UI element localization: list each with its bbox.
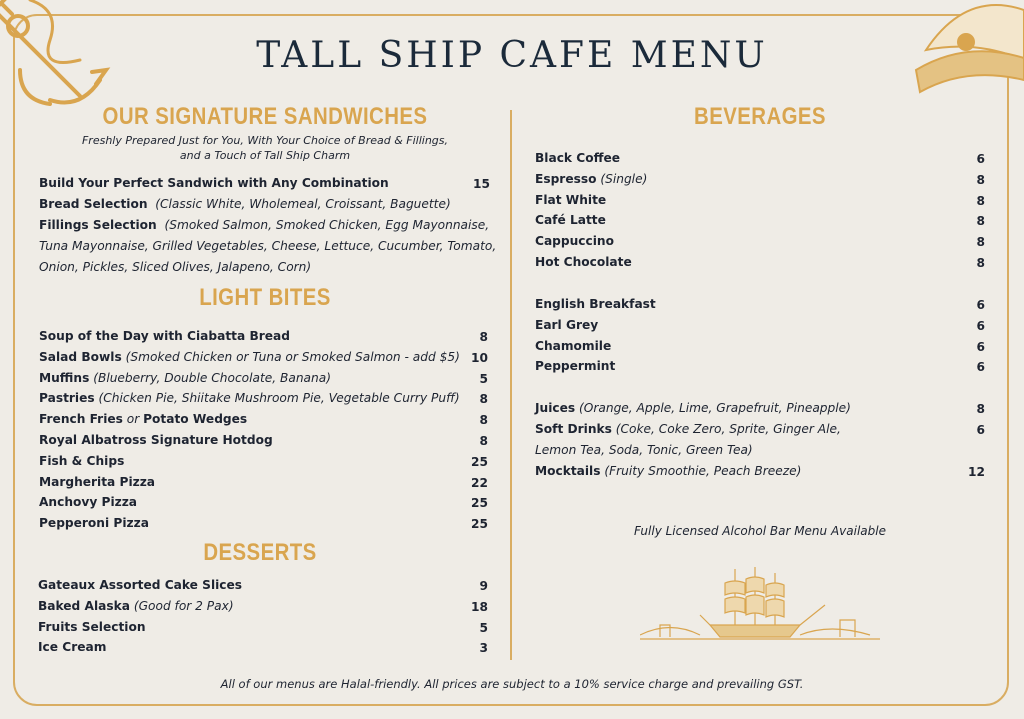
menu-item xyxy=(535,190,606,211)
item-name: Chamomile xyxy=(535,338,612,353)
item-name: Margherita Pizza xyxy=(39,474,156,489)
item-name: Flat White xyxy=(535,192,607,207)
menu-item xyxy=(39,451,124,472)
item-name: Fillings Selection xyxy=(39,218,157,232)
item-price: 15 xyxy=(473,177,490,191)
menu-item xyxy=(38,637,106,658)
item-price: 18 xyxy=(471,599,488,614)
menu-item xyxy=(39,347,460,368)
item-name: Cappuccino xyxy=(535,234,614,249)
desserts-heading: DESSERTS xyxy=(203,539,317,566)
sandwich-item xyxy=(39,173,389,194)
beverages-heading: BEVERAGES xyxy=(694,103,826,130)
item-price: 6 xyxy=(976,339,985,354)
menu-item xyxy=(535,148,620,169)
item-name: Soft Drinks xyxy=(535,422,612,436)
menu-item xyxy=(535,210,606,231)
menu-item xyxy=(39,513,149,534)
menu-item xyxy=(535,461,801,482)
menu-title: TALL SHIP CAFE MENU xyxy=(256,35,768,76)
item-price: 12 xyxy=(968,465,985,479)
sandwiches-subtitle-1: Freshly Prepared Just for You, With Your Choice of Bread & Fillings, xyxy=(81,134,449,147)
item-name: Espresso xyxy=(535,171,597,186)
item-price: 25 xyxy=(471,517,488,532)
item-name: Gateaux Assorted Cake Slices xyxy=(38,578,243,592)
item-price: 5 xyxy=(479,620,488,635)
item-name: Juices xyxy=(535,401,576,415)
item-price: 25 xyxy=(471,496,488,511)
item-note: (Single) xyxy=(600,171,648,186)
menu-item xyxy=(38,575,242,596)
menu-item xyxy=(535,419,841,440)
item-note: (Smoked Salmon, Smoked Chicken, Egg Mayonnaise, xyxy=(164,218,490,232)
menu-item xyxy=(535,169,647,190)
item-name: English Breakfast xyxy=(535,297,656,311)
fillings-note-line: Tuna Mayonnaise, Grilled Vegetables, Cheese, Lettuce, Cucumber, Tomato, xyxy=(39,239,497,253)
menu-item xyxy=(535,315,598,336)
item-price: 8 xyxy=(479,330,488,344)
item-price: 8 xyxy=(479,434,488,448)
item-name: Soup of the Day with Ciabatta Bread xyxy=(39,329,290,343)
item-note: (Good for 2 Pax) xyxy=(133,598,234,613)
item-name: Pepperoni Pizza xyxy=(39,516,149,531)
menu-item xyxy=(535,252,632,273)
item-price: 5 xyxy=(479,371,488,386)
item-name: Black Coffee xyxy=(535,151,620,165)
bread-selection xyxy=(39,194,451,215)
item-price: 10 xyxy=(471,350,488,365)
item-price: 6 xyxy=(976,360,985,375)
item-price: 6 xyxy=(976,152,985,166)
item-name: Bread Selection xyxy=(39,197,148,211)
item-price: 8 xyxy=(976,256,985,270)
item-name: Baked Alaska xyxy=(38,598,130,613)
item-name: Hot Chocolate xyxy=(535,255,632,269)
item-name: Peppermint xyxy=(535,359,616,374)
soft-drinks-note-line: Lemon Tea, Soda, Tonic, Green Tea) xyxy=(535,443,753,457)
footer-note: All of our menus are Halal-friendly. All prices are subject to a 10% service charge and prevailing GST. xyxy=(220,677,804,691)
item-price: 8 xyxy=(479,413,488,428)
item-name: Muffins xyxy=(39,370,90,385)
item-note: (Chicken Pie, Shiitake Mushroom Pie, Vegetable Curry Puff) xyxy=(98,391,460,406)
menu-item xyxy=(535,294,656,315)
menu-item xyxy=(39,326,290,347)
fillings-note-line: Onion, Pickles, Sliced Olives, Jalapeno, Corn) xyxy=(39,260,312,274)
item-price: 6 xyxy=(976,298,985,312)
item-name: Fish & Chips xyxy=(39,453,125,468)
item-name: French Fries xyxy=(39,412,123,427)
menu-item xyxy=(39,492,137,513)
menu-item xyxy=(39,388,460,409)
tall-ship-icon xyxy=(640,565,880,643)
item-price: 6 xyxy=(976,423,985,437)
item-name: Mocktails xyxy=(535,464,601,478)
item-price: 8 xyxy=(976,214,985,229)
item-price: 8 xyxy=(976,193,985,208)
item-name: Salad Bowls xyxy=(39,349,122,364)
sandwiches-subtitle-2: and a Touch of Tall Ship Charm xyxy=(179,149,351,162)
menu-item xyxy=(39,409,247,430)
menu-item xyxy=(535,336,611,357)
item-note: (Fruity Smoothie, Peach Breeze) xyxy=(604,464,802,478)
item-price: 9 xyxy=(479,579,488,593)
item-name: Pastries xyxy=(39,391,95,406)
item-note: (Smoked Chicken or Tuna or Smoked Salmon - add $5) xyxy=(125,349,460,364)
item-note: or xyxy=(126,412,140,427)
item-name: Fruits Selection xyxy=(38,619,146,634)
menu-item xyxy=(39,368,331,389)
item-note: (Orange, Apple, Lime, Grapefruit, Pineapple) xyxy=(579,401,851,415)
fillings-selection xyxy=(39,215,489,236)
menu-item xyxy=(535,356,615,377)
sandwiches-heading: OUR SIGNATURE SANDWICHES xyxy=(102,103,428,130)
item-name-2: Potato Wedges xyxy=(143,412,248,427)
item-note: (Blueberry, Double Chocolate, Banana) xyxy=(93,370,331,385)
item-price: 8 xyxy=(479,392,488,407)
item-price: 6 xyxy=(976,318,985,333)
item-price: 22 xyxy=(471,475,488,490)
item-name: Ice Cream xyxy=(38,640,107,655)
menu-item xyxy=(38,617,146,638)
item-note: (Classic White, Wholemeal, Croissant, Baguette) xyxy=(155,197,451,211)
menu-item xyxy=(38,596,234,617)
item-price: 8 xyxy=(976,235,985,250)
item-name: Build Your Perfect Sandwich with Any Combination xyxy=(39,176,389,190)
item-name: Earl Grey xyxy=(535,317,599,332)
item-price: 8 xyxy=(976,172,985,187)
light-bites-heading: LIGHT BITES xyxy=(199,284,331,311)
column-divider xyxy=(510,110,512,660)
item-name: Royal Albatross Signature Hotdog xyxy=(39,433,273,447)
item-note: (Coke, Coke Zero, Sprite, Ginger Ale, xyxy=(615,422,841,436)
item-price: 3 xyxy=(479,641,488,656)
menu-item xyxy=(39,472,155,493)
item-name: Anchovy Pizza xyxy=(39,495,138,510)
menu-item xyxy=(39,430,273,451)
item-price: 25 xyxy=(471,454,488,469)
licensed-note: Fully Licensed Alcohol Bar Menu Available xyxy=(634,524,886,538)
item-price: 8 xyxy=(976,402,985,416)
item-name: Café Latte xyxy=(535,213,606,228)
menu-item xyxy=(535,398,851,419)
menu-item xyxy=(535,231,614,252)
